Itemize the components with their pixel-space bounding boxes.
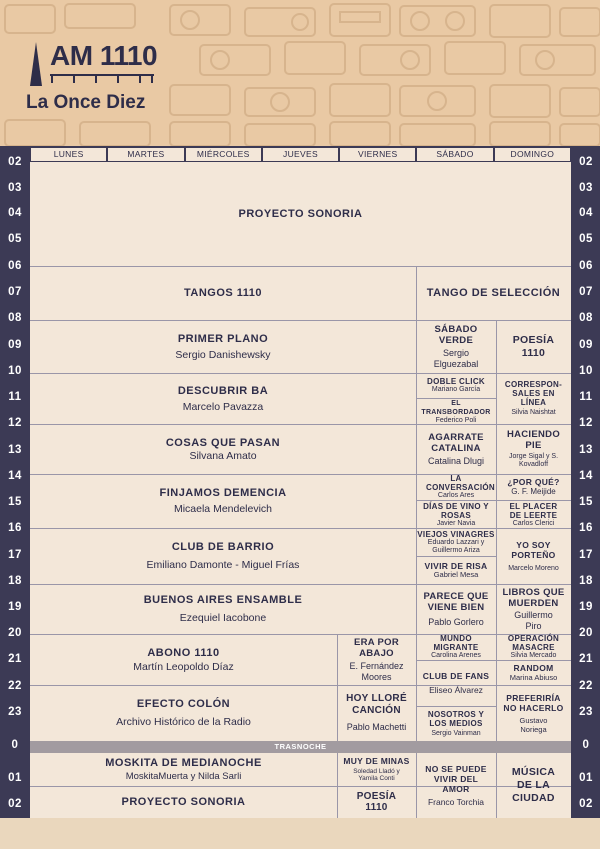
program-title: MÚSICA DE LA CIUDAD xyxy=(511,766,556,804)
day-sabado: SÁBADO xyxy=(417,148,492,161)
program-host: Micaela Mendelevich xyxy=(173,503,273,515)
program-block xyxy=(496,320,571,373)
program-block xyxy=(30,685,337,741)
hour-label: 15 xyxy=(579,496,593,508)
hour-label: 19 xyxy=(579,601,593,613)
hour-label: 13 xyxy=(579,444,593,456)
program-block xyxy=(416,528,496,556)
program-block xyxy=(416,753,496,818)
program-title: EFECTO COLÓN xyxy=(136,698,231,710)
program-block xyxy=(30,474,416,528)
hour-label: 15 xyxy=(8,496,22,508)
hour-label: 06 xyxy=(8,260,22,272)
program-block xyxy=(416,501,496,528)
hour-label: 21 xyxy=(579,653,593,665)
program-block xyxy=(30,528,416,584)
hour-label: 02 xyxy=(579,156,593,168)
program-title: DESCUBRIR BA xyxy=(177,384,269,397)
program-title: LIBROS QUE MUERDEN xyxy=(502,586,565,609)
program-block xyxy=(30,162,571,266)
hour-label: 09 xyxy=(579,339,593,351)
program-title: DÍAS DE VINO Y ROSAS xyxy=(423,501,489,520)
hour-label: 0 xyxy=(11,739,19,751)
program-block xyxy=(496,474,571,500)
program-host: Silvia Naishtat xyxy=(511,409,556,416)
hour-label: 23 xyxy=(579,706,593,718)
hour-label: 08 xyxy=(579,312,593,324)
hour-label: 01 xyxy=(579,772,593,784)
tower-icon xyxy=(22,38,52,88)
hour-label: 06 xyxy=(579,260,593,272)
hour-label: 18 xyxy=(579,575,593,587)
hour-label: 04 xyxy=(579,207,593,219)
program-block xyxy=(30,424,416,474)
hour-label: 23 xyxy=(8,706,22,718)
program-block xyxy=(30,634,337,685)
program-title: MUY DE MINAS xyxy=(343,756,410,766)
program-title: POESÍA 1110 xyxy=(512,333,555,359)
day-jueves: JUEVES xyxy=(263,148,338,161)
program-title: PRIMER PLANO xyxy=(177,332,269,345)
hour-label: 01 xyxy=(8,772,22,784)
program-host: G. F. Meijide xyxy=(511,487,556,496)
hour-label: 14 xyxy=(8,470,22,482)
hours-right xyxy=(571,156,600,818)
day-viernes: VIERNES xyxy=(340,148,415,161)
program-block xyxy=(496,373,571,424)
program-block xyxy=(416,424,496,474)
program-block xyxy=(30,320,416,373)
program-block xyxy=(496,528,571,584)
hour-label: 03 xyxy=(579,182,593,194)
hour-label: 21 xyxy=(8,653,22,665)
program-title: CLUB DE FANS xyxy=(422,670,490,681)
hour-label: 13 xyxy=(8,444,22,456)
logo-bars xyxy=(50,74,154,84)
hour-label: 20 xyxy=(579,627,593,639)
program-host: Marcelo Moreno xyxy=(508,564,559,572)
program-host: Eduardo Lazzari y Guillermo Ariza xyxy=(427,538,485,554)
hour-label: 09 xyxy=(8,339,22,351)
program-title: PROYECTO SONORIA xyxy=(238,208,363,220)
hour-label: 16 xyxy=(579,522,593,534)
program-title: SÁBADO VERDE xyxy=(434,323,478,346)
program-block xyxy=(496,584,571,634)
program-title: EL PLACER DE LEERTE xyxy=(509,501,558,520)
program-block xyxy=(416,320,496,373)
program-block xyxy=(30,584,416,634)
hour-label: 08 xyxy=(8,312,22,324)
program-title: COSAS QUE PASAN xyxy=(165,436,281,449)
hour-label: 12 xyxy=(8,417,22,429)
program-title: VIVIR DE RISA xyxy=(424,561,488,571)
program-host: Carlos Ares xyxy=(437,492,475,499)
program-title: PARECE QUE VIENE BIEN xyxy=(423,590,489,613)
program-block xyxy=(416,474,496,500)
program-block xyxy=(496,685,571,741)
station-frequency: AM 1110 xyxy=(50,40,158,71)
program-block xyxy=(496,753,571,818)
program-host: Soledad Lladó y Yamila Conti xyxy=(353,768,400,782)
program-block xyxy=(30,266,416,320)
hour-label: 22 xyxy=(579,680,593,692)
program-block xyxy=(416,373,496,398)
program-title: AGARRATE CATALINA xyxy=(428,431,484,454)
program-title: YO SOY PORTEÑO xyxy=(511,539,556,560)
hour-label: 19 xyxy=(8,601,22,613)
program-title: TANGO DE SELECCIÓN xyxy=(426,287,561,299)
program-block xyxy=(337,634,416,685)
footer-band xyxy=(0,818,600,849)
program-block xyxy=(30,373,416,424)
program-block xyxy=(496,424,571,474)
program-title: CORRESPON- SALES EN LÍNEA xyxy=(504,380,563,407)
program-block xyxy=(496,661,571,685)
hour-label: 18 xyxy=(8,575,22,587)
program-host: Martín Leopoldo Díaz xyxy=(133,660,234,673)
program-host: Marcelo Pavazza xyxy=(182,400,264,413)
program-title: ABONO 1110 xyxy=(147,646,220,659)
hour-label: 17 xyxy=(8,549,22,561)
program-block xyxy=(416,399,496,424)
program-title: CLUB DE BARRIO xyxy=(171,541,275,553)
program-block xyxy=(337,786,416,818)
program-block xyxy=(416,557,496,584)
hour-label: 16 xyxy=(8,522,22,534)
hour-label: 11 xyxy=(8,391,22,403)
program-title: OPERACIÓN MASACRE xyxy=(507,634,560,652)
program-host: Gustavo Noriega xyxy=(519,715,548,734)
hour-label: 10 xyxy=(579,365,593,377)
trasnoche-divider: TRASNOCHE xyxy=(30,741,571,753)
program-title: EL TRANSBORDADOR xyxy=(421,399,491,416)
hour-label: 14 xyxy=(579,470,593,482)
program-block xyxy=(416,266,571,320)
program-host: Silvia Mercado xyxy=(510,652,557,659)
program-title: DOBLE CLICK xyxy=(427,377,485,386)
program-block xyxy=(30,753,337,786)
program-title: HOY LLORÉ CANCIÓN xyxy=(346,693,407,716)
program-block xyxy=(416,584,496,634)
program-host: Marina Abiuso xyxy=(509,673,558,682)
program-title: BUENOS AIRES ENSAMBLE xyxy=(143,594,303,606)
program-title: TANGOS 1110 xyxy=(183,287,263,299)
station-name: La Once Diez xyxy=(26,92,146,113)
program-title: PREFERIRÍA NO HACERLO xyxy=(503,692,564,713)
program-host: Eliseo Álvarez xyxy=(429,684,483,695)
program-host: Pablo Gorlero xyxy=(428,616,484,627)
program-title: RANDOM xyxy=(513,663,554,673)
program-title: FINJAMOS DEMENCIA xyxy=(159,487,287,499)
hours-left xyxy=(0,156,30,818)
program-host: Catalina Dlugi xyxy=(427,455,485,466)
hour-label: 05 xyxy=(579,233,593,245)
program-host: Federico Poli xyxy=(435,416,477,424)
day-header xyxy=(30,148,571,161)
program-title: VIEJOS VINAGRES xyxy=(417,529,495,539)
day-miercoles: MIÉRCOLES xyxy=(186,148,261,161)
program-host: Franco Torchia xyxy=(427,797,485,807)
program-title: NO SE PUEDE VIVIR DEL AMOR xyxy=(425,764,487,794)
program-block xyxy=(416,661,496,706)
hour-label: 02 xyxy=(8,156,22,168)
program-block xyxy=(416,634,496,660)
hour-label: 10 xyxy=(8,365,22,377)
program-block xyxy=(496,634,571,660)
hour-label: 20 xyxy=(8,627,22,639)
program-block xyxy=(337,685,416,741)
program-host: Emiliano Damonte - Miguel Frías xyxy=(146,559,300,571)
program-title: MUNDO MIGRANTE xyxy=(433,634,479,652)
hour-label: 04 xyxy=(8,207,22,219)
station-logo xyxy=(22,38,162,118)
hour-label: 11 xyxy=(579,391,593,403)
program-block xyxy=(337,753,416,786)
program-title: ¿POR QUÉ? xyxy=(507,477,560,487)
program-host: Carolina Arenes xyxy=(431,652,481,659)
program-title: MOSKITA DE MEDIANOCHE xyxy=(105,757,262,769)
day-martes: MARTES xyxy=(108,148,183,161)
program-host: MoskitaMuerta y Nilda Sarli xyxy=(125,771,242,782)
program-title: PROYECTO SONORIA xyxy=(121,796,246,808)
hour-label: 17 xyxy=(579,549,593,561)
program-host: Jorge Sigal y S. Kovadloff xyxy=(508,453,559,468)
header-banner xyxy=(0,0,600,146)
program-title: ERA POR ABAJO xyxy=(353,636,400,659)
program-title: POESÍA 1110 xyxy=(356,791,397,813)
program-host: Archivo Histórico de la Radio xyxy=(116,716,251,728)
day-lunes: LUNES xyxy=(31,148,106,161)
hour-label: 22 xyxy=(8,680,22,692)
program-host: Guillermo Piro xyxy=(514,609,553,631)
program-block xyxy=(416,707,496,741)
program-block xyxy=(30,786,337,818)
hour-label: 02 xyxy=(8,798,22,810)
hour-label: 07 xyxy=(579,286,593,298)
program-host: Javier Navia xyxy=(436,519,476,527)
program-host: Ezequiel Iacobone xyxy=(179,612,267,624)
program-host: E. Fernández Moores xyxy=(349,660,404,682)
program-host: Silvana Amato xyxy=(189,449,257,462)
hour-label: 07 xyxy=(8,286,22,298)
program-title: HACIENDO PIE xyxy=(506,429,561,451)
program-host: Sergio Vainman xyxy=(431,730,481,737)
hour-label: 12 xyxy=(579,417,593,429)
program-host: Gabriel Mesa xyxy=(433,570,479,579)
program-block xyxy=(496,501,571,528)
program-host: Mariano García xyxy=(431,386,481,393)
program-title: NOSOTROS Y LOS MEDIOS xyxy=(427,710,485,728)
hour-label: 03 xyxy=(8,182,22,194)
program-host: Sergio Elguezabal xyxy=(433,347,479,369)
hour-label: 02 xyxy=(579,798,593,810)
day-domingo: DOMINGO xyxy=(495,148,570,161)
program-host: Carlos Clerici xyxy=(512,519,555,527)
program-host: Pablo Machetti xyxy=(346,722,407,732)
program-title: LA CONVERSACIÓN xyxy=(426,474,495,492)
program-host: Sergio Danishewsky xyxy=(175,348,271,361)
hour-label: 05 xyxy=(8,233,22,245)
hour-label: 0 xyxy=(582,739,590,751)
